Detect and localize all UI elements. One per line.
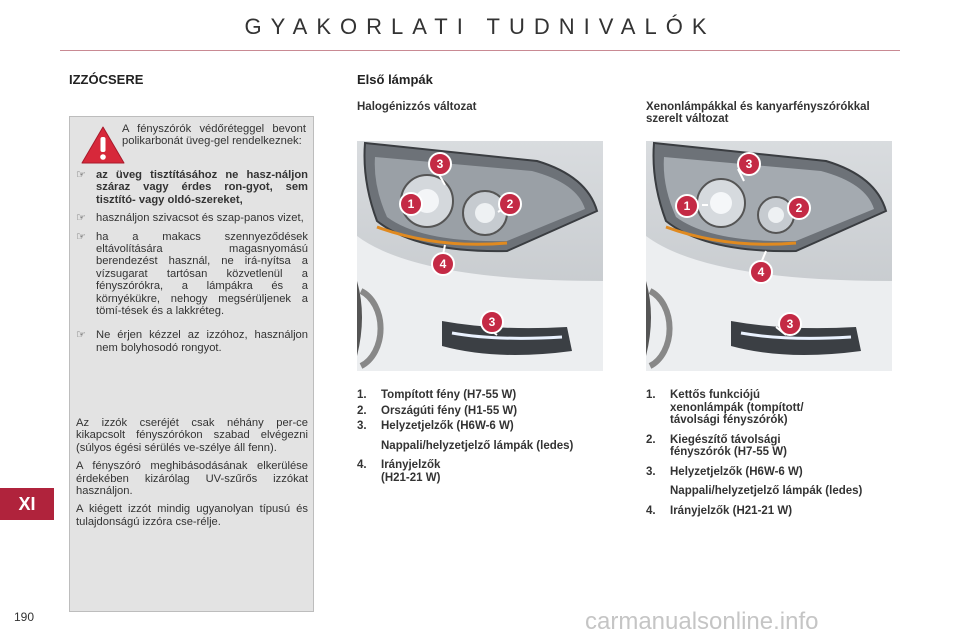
callout-1: 1 [675,194,699,218]
callout-2: 2 [498,192,522,216]
chapter-tab: XI [0,488,54,520]
pointing-hand-icon: ☞ [76,169,86,181]
item-number: 3. [646,465,656,478]
callout-3-lower: 3 [778,312,802,336]
pointing-hand-icon: ☞ [76,212,86,225]
item-number: 3. [357,420,367,432]
item-number: 2. [357,404,367,417]
bullet-text: az üveg tisztításához ne hasz-náljon száraz vagy érdes ron-gyot, sem tisztító- vagy oldó-szereket, [96,169,308,206]
list-item [357,420,615,433]
item-number: 4. [646,504,656,517]
item-text: Kettős funkciójú xenonlámpák (tompított/ távolsági fényszórók) [670,389,804,426]
paragraph: A kiégett izzót mindig ugyanolyan típusú és tulajdonságú izzóra cse-rélje. [76,503,308,528]
list-item [646,389,886,427]
callout-3-lower: 3 [480,310,504,334]
item-number [646,485,670,498]
list-item [646,466,886,479]
item-text: Nappali/helyzetjelző lámpák (ledes) [381,439,574,452]
item-text: Tompított fény (H7-55 W) [381,389,517,401]
callout-1: 1 [399,192,423,216]
bullet-item [76,212,308,224]
callout-3-upper: 3 [737,152,761,176]
list-item [357,440,615,453]
header-divider [60,50,900,51]
headlamp-illustration [646,141,892,371]
watermark: carmanualsonline.info [585,608,819,635]
bullet-text: használjon szivacsot és szap-panos vizet, [96,212,304,225]
warning-triangle-icon [80,125,126,165]
callout-3-upper: 3 [428,152,452,176]
halogen-subtitle: Halogénizzós változat [357,101,477,113]
item-number: 4. [357,459,367,471]
bullet-item [76,169,308,206]
xenon-subtitle: Xenonlámpákkal és kanyarfényszórókkal szerelt változat [646,101,870,125]
bullet-text: Ne érjen kézzel az izzóhoz, használjon nem bolyhosodó rongyot. [96,329,308,354]
warning-intro: A fényszórók védőréteggel bevont polikarbonát üveg-gel rendelkeznek: [122,123,306,148]
item-number [357,440,381,453]
callout-4: 4 [431,252,455,276]
item-text: Irányjelzők (H21-21 W) [670,504,793,517]
list-item [357,459,615,484]
item-text: Országúti fény (H1-55 W) [381,404,518,417]
warning-bullets [76,169,308,360]
halogen-headlamp-photo [357,141,603,371]
item-number: 2. [646,433,656,446]
page-number: 190 [14,610,35,624]
section-title-front-lamps: Első lámpák [357,72,433,87]
list-item [646,505,886,518]
list-item [646,434,886,459]
section-title-bulb-replacement: IZZÓCSERE [69,72,144,87]
xenon-headlamp-photo [646,141,892,371]
paragraph: A fényszóró meghibásodásának elkerülése érdekében kizárólag UV-szűrős izzókat használjon. [76,460,308,498]
list-item [357,389,615,402]
page-header-title: GYAKORLATI TUDNIVALÓK [244,14,716,39]
pointing-hand-icon: ☞ [76,230,86,243]
callout-2: 2 [787,196,811,220]
bullet-item [76,329,308,354]
item-number: 1. [357,389,367,401]
item-text: Kiegészítő távolsági fényszórók (H7-55 W) [670,433,787,458]
item-text: Helyzetjelzők (H6W-6 W) [381,420,514,432]
item-text: Helyzetjelzők (H6W-6 W) [670,465,803,478]
paragraph: Az izzók cseréjét csak néhány per-ce kikapcsolt fényszórókon szabad elvégezni (súlyos égési sérülés ve-szélye áll fenn). [76,417,308,454]
item-number: 1. [646,389,656,401]
headlamp-illustration [357,141,603,371]
item-text: Nappali/helyzetjelző lámpák (ledes) [670,485,863,497]
list-item [357,405,615,418]
list-item [646,485,886,498]
warning-paragraphs [76,417,308,534]
bullet-text: ha a makacs szennyeződések eltávolítására magasnyomású berendezést használ, ne irá-nyítsa a vízsugarat tartósan közvetlenül a fényszórókra, a lámpákra és a környékükre, nehogy megsérüljenek a tömí-tések és a lakkréteg. [96,230,308,318]
pointing-hand-icon: ☞ [76,329,86,342]
warning-box [69,116,314,612]
xenon-bulb-list [646,389,886,520]
callout-4: 4 [749,260,773,284]
halogen-bulb-list [357,389,615,487]
bullet-item [76,231,308,318]
item-text: Irányjelzők (H21-21 W) [381,459,441,484]
